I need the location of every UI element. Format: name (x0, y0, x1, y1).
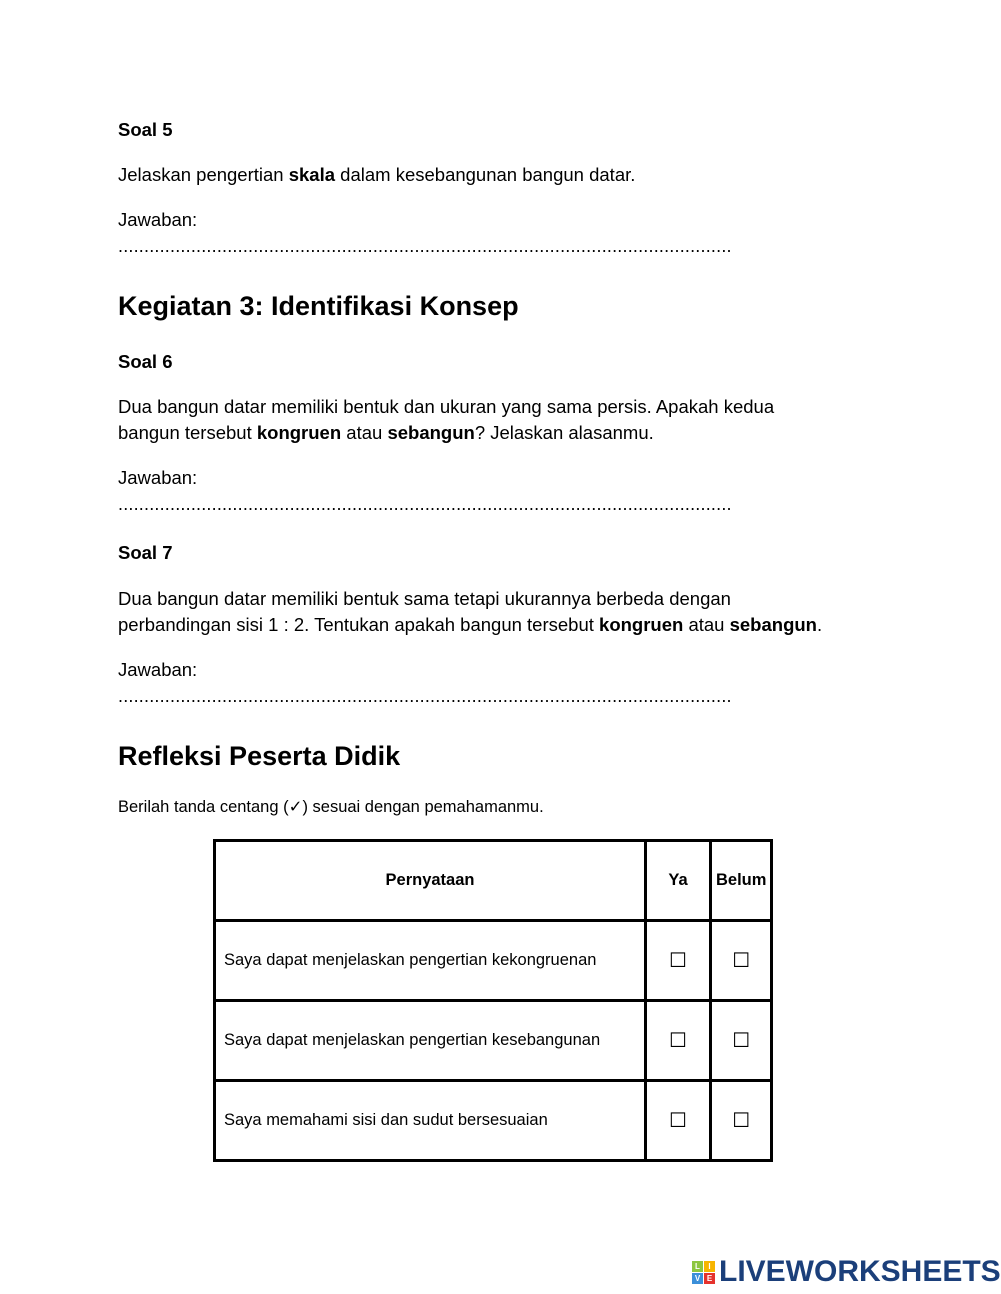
logo-letter: L (692, 1261, 703, 1272)
ya-checkbox[interactable]: ☐ (646, 921, 711, 1001)
logo-squares-icon (692, 1261, 715, 1284)
logo-letter: V (692, 1273, 703, 1284)
table-header-row (215, 841, 772, 921)
bold-term: kongruen (256, 422, 342, 443)
bold-term: sebangun (729, 614, 817, 635)
logo-text: LIVEWORKSHEETS (719, 1255, 1001, 1288)
table-row (215, 921, 772, 1001)
text: atau (683, 614, 730, 635)
soal7-label: Soal 7 (118, 542, 173, 563)
soal6-label: Soal 6 (118, 351, 173, 372)
bold-term: kongruen (599, 614, 684, 635)
text: atau (341, 422, 388, 443)
kegiatan3-heading: Kegiatan 3: Identifikasi Konsep (118, 291, 519, 321)
logo-letter: E (704, 1273, 715, 1284)
belum-checkbox[interactable]: ☐ (711, 1001, 772, 1081)
belum-checkbox[interactable]: ☐ (711, 921, 772, 1001)
text: Jelaskan pengertian (118, 164, 289, 185)
soal6-question-line2 (118, 420, 654, 446)
text: . (816, 614, 823, 635)
table-row (215, 1081, 772, 1161)
table-row (215, 1001, 772, 1081)
soal5-label: Soal 5 (118, 119, 173, 140)
refleksi-heading: Refleksi Peserta Didik (118, 741, 401, 771)
liveworksheets-logo (692, 1255, 1001, 1289)
ya-checkbox[interactable]: ☐ (646, 1081, 711, 1161)
statement-cell: Saya dapat menjelaskan pengertian kekongruenan (215, 921, 646, 1001)
statement-cell: Saya memahami sisi dan sudut bersesuaian (215, 1081, 646, 1161)
soal7-answer-label: Jawaban: (118, 659, 198, 680)
soal7-question-line1: Dua bangun datar memiliki bentuk sama tetapi ukurannya berbeda dengan (118, 588, 731, 609)
soal7-question-line2 (118, 612, 822, 638)
text: dalam kesebangunan bangun datar. (335, 164, 636, 185)
text: perbandingan sisi 1 : 2. Tentukan apakah bangun tersebut (118, 614, 600, 635)
soal7-answer-line[interactable]: ...................................................................................................................... (118, 686, 732, 706)
header-pernyataan: Pernyataan (215, 841, 646, 921)
statement-cell: Saya dapat menjelaskan pengertian kesebangunan (215, 1001, 646, 1081)
soal5-answer-label: Jawaban: (118, 209, 198, 230)
ya-checkbox[interactable]: ☐ (646, 1001, 711, 1081)
belum-checkbox[interactable]: ☐ (711, 1081, 772, 1161)
soal5-question (118, 162, 635, 188)
text: bangun tersebut (118, 422, 257, 443)
bold-term: sebangun (387, 422, 475, 443)
soal6-question-line1: Dua bangun datar memiliki bentuk dan ukuran yang sama persis. Apakah kedua (118, 396, 775, 417)
bold-term: skala (288, 164, 336, 185)
refleksi-instruction: Berilah tanda centang (✓) sesuai dengan pemahamanmu. (118, 798, 544, 816)
reflection-table (213, 839, 773, 1162)
soal5-answer-line[interactable]: ...................................................................................................................... (118, 236, 732, 256)
soal6-answer-label: Jawaban: (118, 467, 198, 488)
header-ya: Ya (646, 841, 711, 921)
logo-letter: I (704, 1261, 715, 1272)
soal6-answer-line[interactable]: ...................................................................................................................... (118, 494, 732, 514)
header-belum: Belum (711, 841, 772, 921)
text: ? Jelaskan alasanmu. (474, 422, 654, 443)
